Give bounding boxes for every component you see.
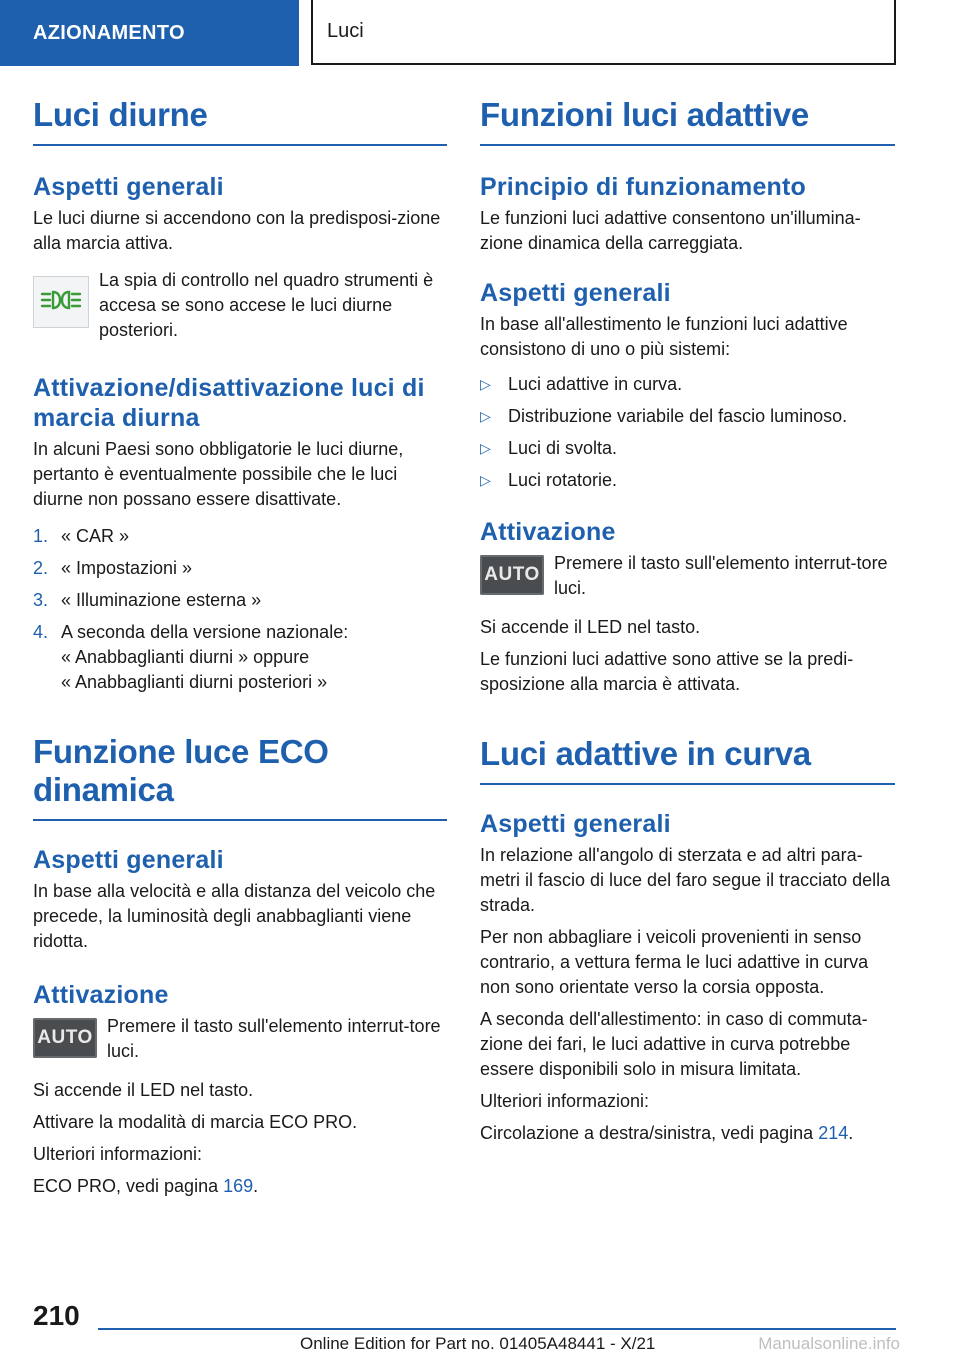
heading-luci-diurne: Luci diurne — [33, 96, 447, 146]
page-link-169[interactable]: 169 — [223, 1176, 254, 1196]
subheading-aspetti-generali: Aspetti generali — [480, 810, 671, 838]
heading-funzione-luce-eco: Funzione luce ECO dinamica — [33, 733, 447, 821]
indicator-text: La spia di controllo nel quadro strumenti è accesa se sono accese le luci diurne posteriori. — [99, 270, 434, 340]
list-item — [33, 588, 447, 613]
punctuation: . — [253, 1176, 259, 1196]
paragraph: Si accende il LED nel tasto. — [33, 1080, 254, 1100]
step-text: « Impostazioni » — [61, 558, 193, 578]
daytime-running-lights-icon — [33, 276, 89, 328]
list-item-text: Distribuzione variabile del fascio luminoso. — [508, 406, 848, 426]
subheading-aspetti-generali: Aspetti generali — [33, 846, 224, 874]
list-item-text: Luci di svolta. — [508, 438, 618, 458]
paragraph: Le luci diurne si accendono con la predisposi-zione alla marcia attiva. — [33, 208, 441, 253]
reference-text: ECO PRO, vedi pagina — [33, 1176, 224, 1196]
indicator-note — [33, 268, 447, 343]
list-item — [480, 372, 895, 397]
paragraph: Ulteriori informazioni: — [33, 1144, 203, 1164]
page-number: 210 — [33, 1300, 80, 1331]
subheading-principio: Principio di funzionamento — [480, 173, 807, 201]
page-link-214[interactable]: 214 — [818, 1123, 849, 1143]
list-item — [33, 524, 447, 549]
subheading-attivazione: Attivazione — [33, 981, 169, 1009]
punctuation: . — [848, 1123, 854, 1143]
heading-funzioni-luci-adattive: Funzioni luci adattive — [480, 96, 895, 146]
systems-list — [480, 372, 895, 493]
step-text: « Illuminazione esterna » — [61, 590, 262, 610]
subheading-attivazione: Attivazione — [480, 518, 616, 546]
list-item — [480, 404, 895, 429]
subheading-aspetti-generali: Aspetti generali — [480, 279, 671, 307]
list-item — [33, 556, 447, 581]
step-option: « Anabbaglianti diurni » oppure — [61, 647, 310, 667]
chapter-title: Luci — [311, 0, 896, 65]
step-text: A seconda della versione nazionale: — [61, 622, 349, 642]
triangle-bullet-icon: ▷ — [480, 408, 491, 424]
paragraph: Ulteriori informazioni: — [480, 1091, 650, 1111]
footer-divider — [98, 1328, 896, 1330]
paragraph: In base all'allestimento le funzioni luci adattive consistono di uno o più sistemi: — [480, 314, 848, 359]
list-item — [480, 468, 895, 493]
steps-list — [33, 524, 447, 695]
paragraph: Le funzioni luci adattive sono attive se la predi-sposizione alla marcia è attivata. — [480, 649, 854, 694]
step-number: 4. — [33, 622, 49, 642]
list-item-text: Luci adattive in curva. — [508, 374, 683, 394]
paragraph: A seconda dell'allestimento: in caso di commuta-zione dei fari, le luci adattive in curva potrebbe essere disponibili solo in misura limitata. — [480, 1009, 868, 1079]
auto-button-text: Premere il tasto sull'elemento interrut-tore luci. — [554, 553, 888, 598]
list-item-text: Luci rotatorie. — [508, 470, 618, 490]
paragraph: Si accende il LED nel tasto. — [480, 617, 701, 637]
step-text: « CAR » — [61, 526, 130, 546]
heading-luci-adattive-in-curva: Luci adattive in curva — [480, 735, 895, 785]
step-number: 1. — [33, 526, 49, 546]
paragraph: Per non abbagliare i veicoli provenienti in senso contrario, a vettura ferma le luci adattive in curva non sono orientate verso la corsia opposta. — [480, 927, 869, 997]
watermark: Manualsonline.info — [758, 1334, 900, 1353]
paragraph: In relazione all'angolo di sterzata e ad altri para-metri il fascio di luce del faro segue il tracciato della strada. — [480, 845, 891, 915]
auto-button-icon: AUTO — [480, 555, 544, 595]
section-tab: AZIONAMENTO — [0, 0, 299, 66]
paragraph: In alcuni Paesi sono obbligatorie le luci diurne, pertanto è eventualmente possibile che le luci diurne non possano essere disattivate. — [33, 439, 404, 509]
auto-button-note — [33, 1014, 447, 1064]
triangle-bullet-icon: ▷ — [480, 472, 491, 488]
paragraph: Attivare la modalità di marcia ECO PRO. — [33, 1112, 358, 1132]
paragraph: Le funzioni luci adattive consentono un'illumina-zione dinamica della carreggiata. — [480, 208, 861, 253]
list-item — [33, 620, 447, 695]
auto-button-text: Premere il tasto sull'elemento interrut-tore luci. — [107, 1016, 441, 1061]
auto-button-icon: AUTO — [33, 1018, 97, 1058]
footer-edition: Online Edition for Part no. 01405A48441 - X/21 — [300, 1334, 656, 1353]
list-item — [480, 436, 895, 461]
right-column — [480, 96, 895, 1146]
reference-text: Circolazione a destra/sinistra, vedi pagina — [480, 1123, 819, 1143]
paragraph — [33, 1174, 447, 1199]
step-number: 3. — [33, 590, 49, 610]
subheading-aspetti-generali: Aspetti generali — [33, 173, 224, 201]
step-number: 2. — [33, 558, 49, 578]
step-option: « Anabbaglianti diurni posteriori » — [61, 672, 328, 692]
paragraph: In base alla velocità e alla distanza del veicolo che precede, la luminosità degli anabbaglianti viene ridotta. — [33, 881, 436, 951]
paragraph — [480, 1121, 895, 1146]
triangle-bullet-icon: ▷ — [480, 376, 491, 392]
subheading-attivazione-disattivazione: Attivazione/disattivazione luci di marcia diurna — [33, 374, 425, 432]
auto-button-note — [480, 551, 895, 601]
triangle-bullet-icon: ▷ — [480, 440, 491, 456]
left-column — [33, 96, 447, 1199]
